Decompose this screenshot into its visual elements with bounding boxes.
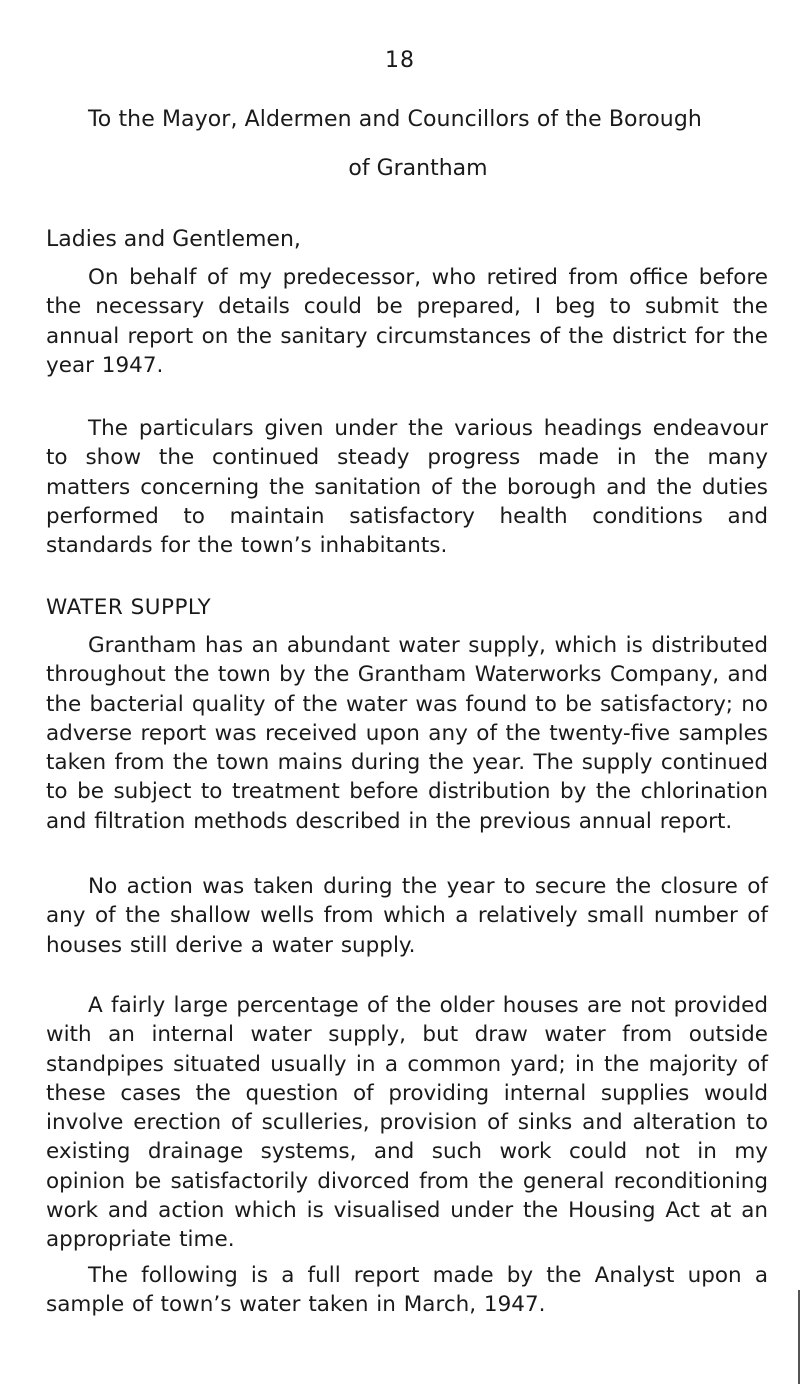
- section-heading: WATER SUPPLY: [46, 595, 212, 620]
- intro-paragraph-1-text: On behalf of my predecessor, who retired from office before the necessary details could be prepared, I beg to submit the annual report on the sanitary circumstances of the district for the year 1947.: [46, 265, 768, 378]
- water-paragraph-4: [46, 1261, 768, 1320]
- water-paragraph-2-text: No action was taken during the year to secure the closure of any of the shallow wells from which a relatively small number of houses still derive a water supply.: [46, 874, 768, 958]
- water-paragraph-3-text: A fairly large percentage of the older houses are not provided with an internal water supply, but draw water from outside standpipes situated usually in a common yard; in the majority of these cases the question of providing internal supplies would involve erection of sculleries, provision of sinks and alteration to existing drainage systems, and such work could not in my opinion be satisfactorily divorced from the general reconditioning work and action which is visualised under the Housing Act at an appropriate time.: [46, 993, 768, 1253]
- address-line-2: of Grantham: [348, 156, 488, 181]
- page-number: 18: [385, 48, 415, 73]
- water-paragraph-1-text: Grantham has an abundant water supply, which is distributed throughout the town by the Grantham Waterworks Company, and the bacterial quality of the water was found to be satisfactory; no adverse report was received upon any of the twenty-five samples taken from the town mains during the year. The supply continued to be subject to treatment before distribution by the chlorination and filtration methods described in the previous annual report.: [46, 633, 768, 834]
- salutation: Ladies and Gentlemen,: [46, 227, 301, 252]
- intro-paragraph-1: [46, 263, 768, 380]
- water-paragraph-2: [46, 872, 768, 960]
- water-paragraph-3: [46, 991, 768, 1255]
- water-paragraph-4-text: The following is a full report made by the Analyst upon a sample of town’s water taken in March, 1947.: [46, 1263, 768, 1318]
- intro-paragraph-2-text: The particulars given under the various headings endeavour to show the continued steady progress made in the many matters concerning the sanitation of the borough and the duties performed to maintain satisfactory health conditions and standards for the town’s inhabitants.: [46, 416, 768, 559]
- address-line-1: To the Mayor, Aldermen and Councillors of the Borough: [88, 107, 702, 132]
- intro-paragraph-2: [46, 414, 768, 560]
- water-paragraph-1: [46, 631, 768, 836]
